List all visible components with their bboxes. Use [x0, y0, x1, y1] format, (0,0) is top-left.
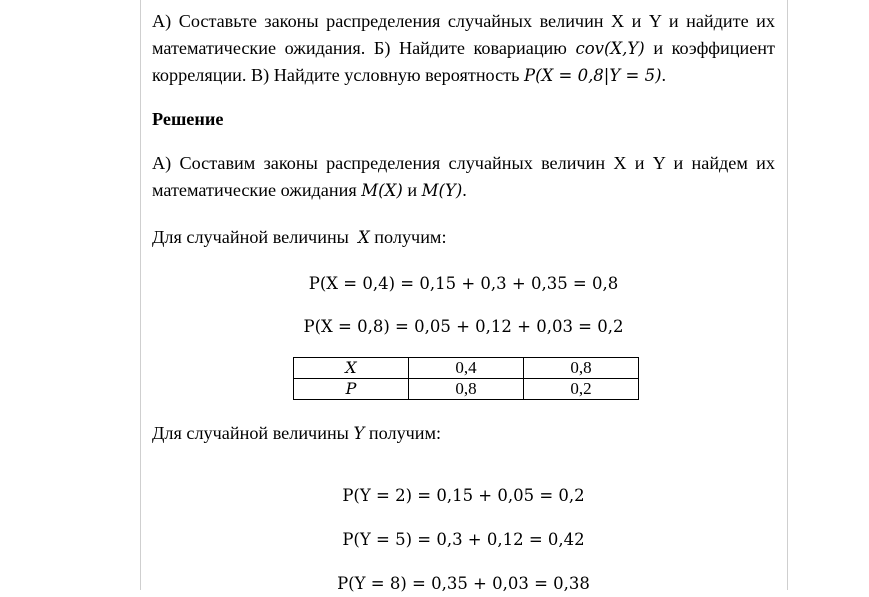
for-y-text: Для случайной величины [152, 423, 354, 443]
table-row [294, 379, 639, 400]
page-border-left [140, 0, 141, 590]
problem-line-1: А) Составьте законы распределения случайных величин X и Y и найдите их [152, 11, 775, 31]
for-x-text: Для случайной величины [152, 227, 358, 247]
problem-line-3-tail: . [661, 65, 667, 85]
part-a-line-2 [152, 177, 775, 204]
table-cell: 0,2 [524, 379, 639, 400]
var-x: X [358, 228, 370, 247]
problem-line-2-tail: и коэффициент [644, 38, 775, 58]
equation-py-8: P(Y = 8) = 0,35 + 0,03 = 0,38 [337, 574, 590, 593]
table-cell: 0,8 [409, 379, 524, 400]
document-content [152, 8, 775, 597]
for-x-tail: получим: [369, 227, 447, 247]
problem-line-3-text: корреляции. В) Найдите условную вероятность [152, 65, 524, 85]
page-border-right [787, 0, 788, 590]
for-y-line [152, 420, 775, 447]
table-cell: 0,4 [409, 358, 524, 379]
problem-line-2 [152, 35, 775, 62]
problem-line-2-text: математические ожидания. Б) Найдите ковариацию [152, 38, 576, 58]
equation-px-08: P(X = 0,8) = 0,05 + 0,12 + 0,03 = 0,2 [303, 317, 624, 336]
equation-py-5: P(Y = 5) = 0,3 + 0,12 = 0,42 [342, 530, 585, 549]
covariance-formula: cov(X,Y) [575, 39, 645, 58]
table-row [294, 358, 639, 379]
part-a-period: . [462, 180, 467, 200]
equation-px-04: P(X = 0,4) = 0,15 + 0,3 + 0,35 = 0,8 [308, 274, 619, 293]
for-y-tail: получим: [364, 423, 442, 443]
table-cell: P [294, 379, 409, 400]
for-x-line [152, 224, 775, 251]
part-a-line-2-text: математические ожидания [152, 180, 362, 200]
var-y: Y [353, 424, 365, 443]
expectation-y: M(Y) [421, 181, 463, 200]
table-cell: 0,8 [524, 358, 639, 379]
distribution-table-x [293, 357, 639, 400]
part-a-line-1: А) Составим законы распределения случайных величин X и Y и найдем их [152, 153, 775, 173]
table-cell: X [294, 358, 409, 379]
conditional-probability-formula: P(X = 0,8|Y = 5) [523, 66, 662, 85]
expectation-x: M(X) [361, 181, 403, 200]
solution-heading: Решение [152, 109, 224, 129]
part-a-and: и [402, 180, 422, 200]
equation-py-2: P(Y = 2) = 0,15 + 0,05 = 0,2 [342, 486, 585, 505]
problem-line-3 [152, 62, 775, 89]
